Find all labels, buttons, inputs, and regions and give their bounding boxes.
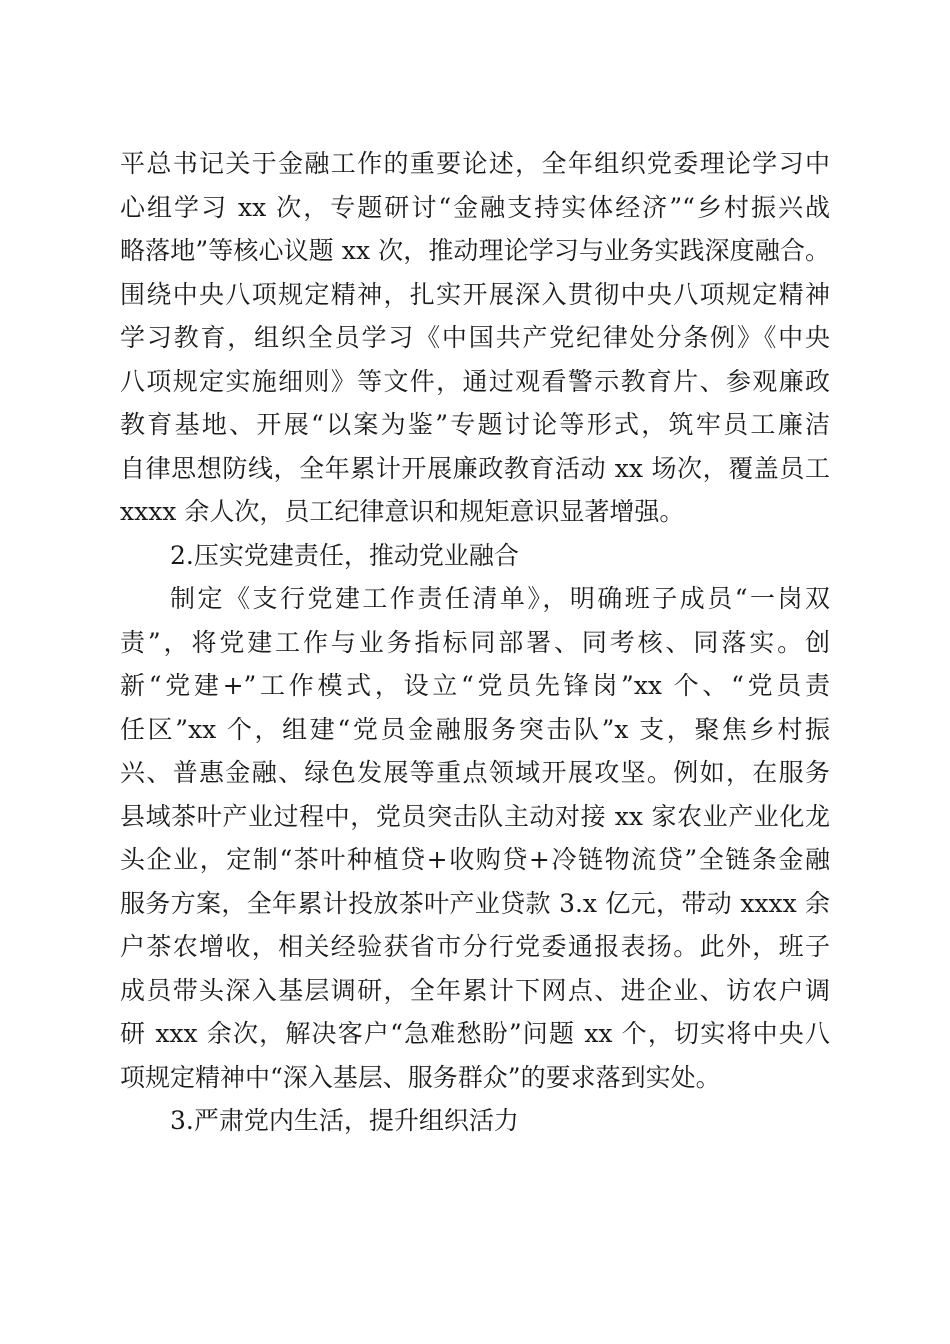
text-line: 项规定精神中“深入基层、服务群众”的要求落到实处。: [120, 1062, 721, 1092]
text-line: 成员带头深入基层调研，全年累计下网点、进企业、访农户调: [120, 975, 830, 1005]
text-line: 教育基地、开展“以案为鉴”专题讨论等形式，筑牢员工廉洁: [120, 410, 830, 439]
text-line: 责”，将党建工作与业务指标同部署、同考核、同落实。创: [120, 627, 830, 657]
text-line: 县域茶叶产业过程中，党员突击队主动对接 xx 家农业产业化龙: [120, 801, 830, 831]
text-line: 略落地”等核心议题 xx 次，推动理论学习与业务实践深度融合。: [120, 236, 830, 265]
paragraph-2: [120, 577, 830, 1099]
text-line: 自律思想防线，全年累计开展廉政教育活动 xx 场次，覆盖员工: [120, 453, 830, 483]
text-line: 户茶农增收，相关经验获省市分行党委通报表扬。此外，班子: [120, 932, 830, 961]
text-line: 头企业，定制“茶叶种植贷+收购贷+冷链物流贷”全链条金融: [120, 845, 830, 874]
text-line: 任区”xx 个，组建“党员金融服务突击队”x 支，聚焦乡村振: [120, 714, 830, 744]
text-line: 围绕中央八项规定精神，扎实开展深入贯彻中央八项规定精神: [120, 279, 830, 309]
text-line: 兴、普惠金融、绿色发展等重点领域开展攻坚。例如，在服务: [120, 758, 830, 787]
text-line: 新“党建+”工作模式，设立“党员先锋岗”xx 个、“党员责: [120, 671, 830, 700]
text-line: 服务方案，全年累计投放茶叶产业贷款 3.x 亿元，带动 xxxx 余: [120, 888, 830, 918]
text-line: 制定《支行党建工作责任清单》，明确班子成员“一岗双: [170, 584, 830, 613]
text-line: 心组学习 xx 次，专题研讨“金融支持实体经济”“乡村振兴战: [120, 192, 830, 222]
text-line: 八项规定实施细则》等文件，通过观看警示教育片、参观廉政: [120, 366, 830, 396]
text-line: 平总书记关于金融工作的重要论述，全年组织党委理论学习中: [120, 149, 830, 178]
text-line: 研 xxx 余次，解决客户“急难愁盼”问题 xx 个，切实将中央八: [120, 1019, 830, 1048]
text-line: 学习教育，组织全员学习《中国共产党纪律处分条例》《中央: [120, 323, 830, 352]
section-heading-3: 3.严肃党内生活，提升组织活力: [170, 1106, 519, 1135]
document-body: [120, 142, 830, 1143]
text-line: xxxx 余人次，员工纪律意识和规矩意识显著增强。: [120, 497, 685, 526]
paragraph-1: [120, 142, 830, 534]
section-heading-2: 2.压实党建责任，推动党业融合: [170, 540, 519, 570]
